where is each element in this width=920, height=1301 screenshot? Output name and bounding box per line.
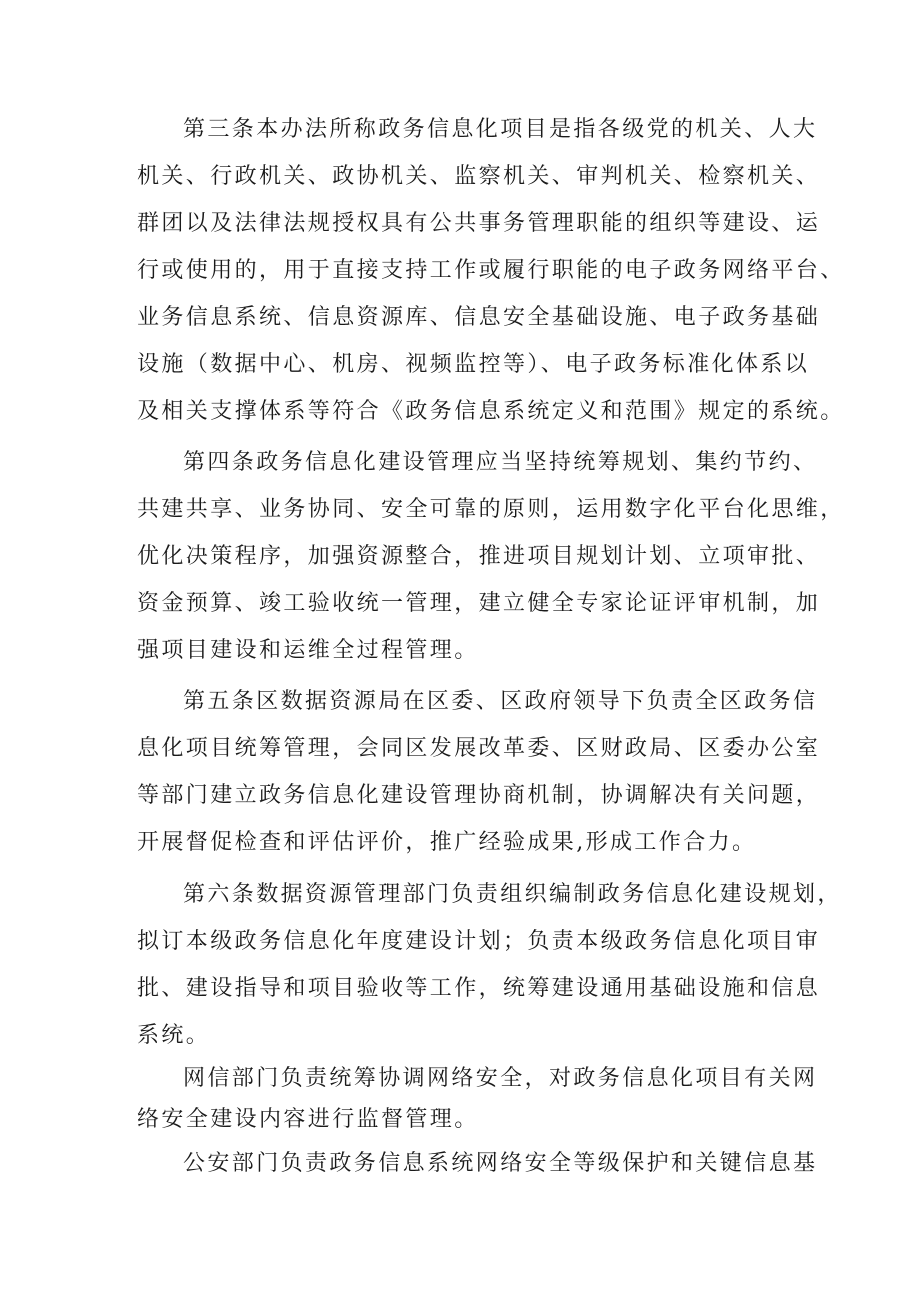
article-3-line-3: 群团以及法律法规授权具有公共事务管理职能的组织等建设、运: [137, 211, 821, 236]
public-security-line-1: 公安部门负责政务信息系统网络安全等级保护和关键信息基: [183, 1151, 818, 1176]
cyber-dept-line-2: 络安全建设内容进行监督管理。: [137, 1107, 479, 1132]
article-4-line-1: 第四条政务信息化建设管理应当坚持统筹规划、集约节约、: [183, 450, 818, 475]
article-3-line-1: 第三条本办法所称政务信息化项目是指各级党的机关、人大: [183, 117, 818, 142]
article-4-line-5: 强项目建设和运维全过程管理。: [137, 638, 479, 663]
article-3-line-6: 设施（数据中心、机房、视频监控等）、电子政务标准化体系以: [137, 352, 810, 377]
article-5-line-4: 开展督促检查和评估评价，推广经验成果,形成工作合力。: [137, 830, 757, 855]
article-6-line-1: 第六条数据资源管理部门负责组织编制政务信息化建设规划，: [183, 882, 842, 907]
article-3-line-7: 及相关支撑体系等符合《政务信息系统定义和范围》规定的系统。: [137, 399, 845, 424]
article-3-line-2: 机关、行政机关、政协机关、监察机关、审判机关、检察机关、: [137, 164, 821, 189]
article-4-line-4: 资金预算、竣工验收统一管理，建立健全专家论证评审机制，加: [137, 591, 821, 616]
cyber-dept-line-1: 网信部门负责统筹协调网络安全，对政务信息化项目有关网: [183, 1066, 818, 1091]
article-6-line-3: 批、建设指导和项目验收等工作，统筹建设通用基础设施和信息: [137, 976, 821, 1001]
article-3-line-4: 行或使用的，用于直接支持工作或履行职能的电子政务网络平台、: [137, 258, 845, 283]
article-3-line-5: 业务信息系统、信息资源库、信息安全基础设施、电子政务基础: [137, 305, 821, 330]
article-4-line-3: 优化决策程序，加强资源整合，推进项目规划计划、立项审批、: [137, 544, 821, 569]
article-4-line-2: 共建共享、业务协同、安全可靠的原则，运用数字化平台化思维，: [137, 497, 845, 522]
article-5-line-1: 第五条区数据资源局在区委、区政府领导下负责全区政务信: [183, 689, 818, 714]
article-6-line-4: 系统。: [137, 1023, 211, 1048]
article-5-line-3: 等部门建立政务信息化建设管理协商机制，协调解决有关问题，: [137, 783, 821, 808]
article-5-line-2: 息化项目统筹管理，会同区发展改革委、区财政局、区委办公室: [137, 736, 821, 761]
article-6-line-2: 拟订本级政务信息化年度建设计划；负责本级政务信息化项目审: [137, 929, 821, 954]
